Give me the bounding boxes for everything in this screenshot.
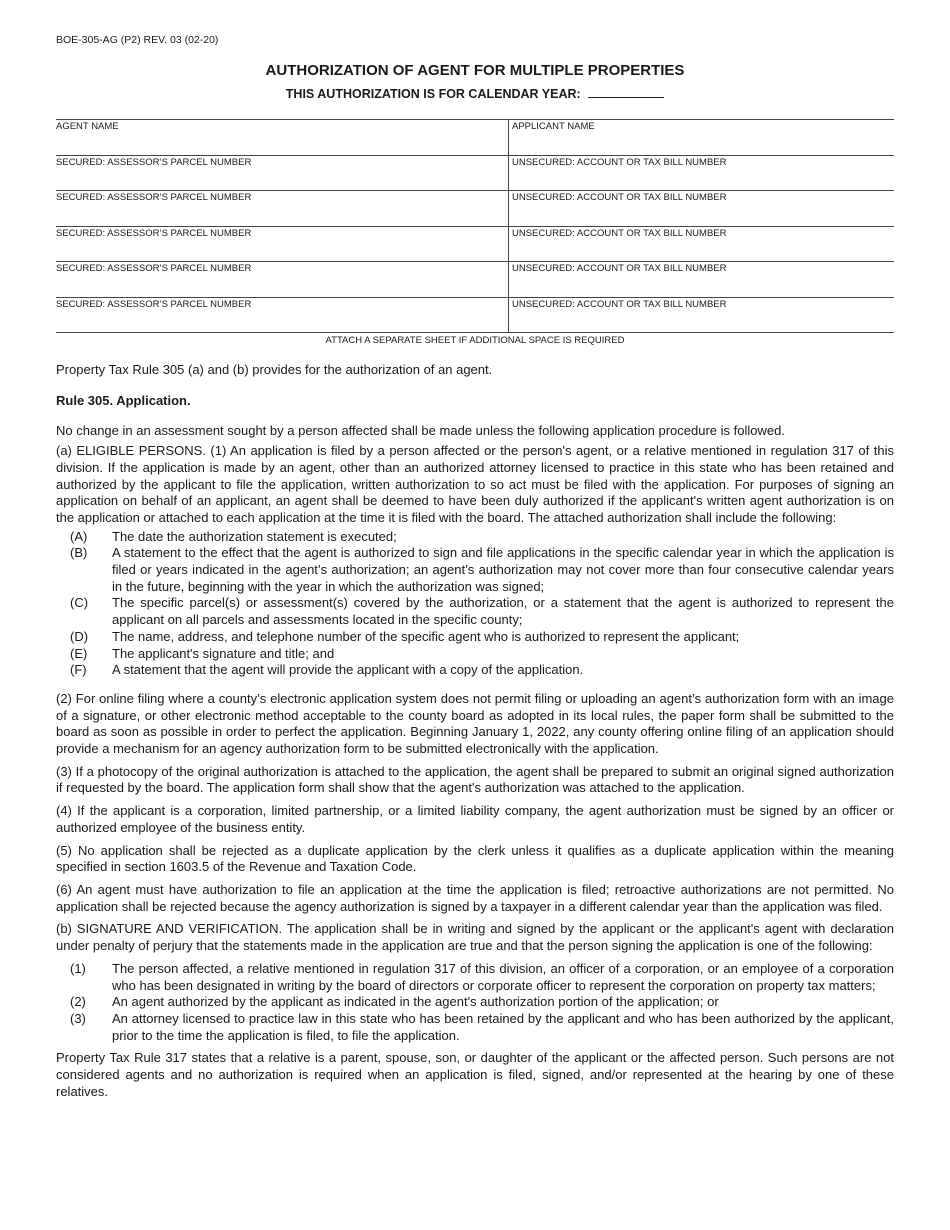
- paragraph-a: (a) ELIGIBLE PERSONS. (1) An application is filed by a person affected or the person's agent, or a relative mentioned in regulation 317 of this division. If the application is made by an agent, other than an authorized attorney licensed to practice in this state who has been retained and authorized by the applicant to file the application, written authorization to so act must be filed with the application. For purposes of signing an application on behalf of an applicant, an agent shall be deemed to have been duly authorized if the applicant's written agent authorization is on the application or attached to each application at the time it is filed with the board. The attached authorization shall include the following:: [56, 443, 894, 525]
- attach-note: ATTACH A SEPARATE SHEET IF ADDITIONAL SPACE IS REQUIRED: [325, 335, 625, 346]
- paragraph-2: (2) For online filing where a county’s electronic application system does not permit filing or uploading an agent’s authorization form with an image of a signature, or other electronic method acceptable to the county board as adopted in its local rules, the paper form shall be submitted to the board as soon as possible in order to perfect the application. Beginning January 1, 2022, any county offering online filing of an application should provide a mechanism for an agency authorization form to be submitted electronically with the application.: [56, 690, 894, 757]
- agent-name-field[interactable]: AGENT NAME: [56, 121, 119, 132]
- applicant-name-field[interactable]: APPLICANT NAME: [508, 120, 894, 155]
- grid-row: [56, 226, 894, 262]
- unsecured-account-field[interactable]: UNSECURED: ACCOUNT OR TAX BILL NUMBER: [508, 262, 894, 297]
- secured-parcel-field[interactable]: SECURED: ASSESSOR’S PARCEL NUMBER: [56, 156, 252, 168]
- calendar-year-label: THIS AUTHORIZATION IS FOR CALENDAR YEAR:: [285, 87, 581, 101]
- list-item: (F) A statement that the agent will provide the applicant with a copy of the application.: [70, 662, 584, 678]
- list-item: (D) The name, address, and telephone number of the specific agent who is authorized to represent the applicant;: [70, 628, 740, 644]
- intro-paragraph: Property Tax Rule 305 (a) and (b) provides for the authorization of an agent.: [56, 362, 493, 377]
- secured-parcel-field[interactable]: SECURED: ASSESSOR’S PARCEL NUMBER: [56, 298, 252, 310]
- grid-row: [56, 297, 894, 334]
- list-a: [56, 529, 894, 679]
- rule-lead: No change in an assessment sought by a person affected shall be made unless the following application procedure is followed.: [56, 423, 785, 439]
- authorization-grid: [56, 119, 894, 333]
- list-item: (B) A statement to the effect that the agent is authorized to sign and file applications in the specific calendar year in which the application is filed or years indicated in the agent’s authorization; an agent’s authorization may not cover more than four consecutive calendar years in the future, beginning with the year in which the authorization was signed;: [70, 545, 894, 594]
- list-item: (3) An attorney licensed to practice law in this state who has been retained by the applicant and who has been authorized by the applicant, prior to the time the application is filed, to file the application.: [70, 1010, 894, 1043]
- unsecured-account-field[interactable]: UNSECURED: ACCOUNT OR TAX BILL NUMBER: [508, 156, 894, 191]
- list-b: [56, 961, 894, 1045]
- list-item: (C) The specific parcel(s) or assessment(s) covered by the authorization, or a statement that the agent is authorized to represent the applicant on all parcels and assessments located in the specific county;: [70, 595, 894, 628]
- form-number: BOE-305-AG (P2) REV. 03 (02-20): [56, 34, 219, 46]
- unsecured-account-field[interactable]: UNSECURED: ACCOUNT OR TAX BILL NUMBER: [508, 298, 894, 333]
- calendar-year-field[interactable]: [588, 87, 664, 98]
- unsecured-account-field[interactable]: UNSECURED: ACCOUNT OR TAX BILL NUMBER: [508, 227, 894, 262]
- grid-header-row: [56, 119, 894, 155]
- paragraph-6: (6) An agent must have authorization to file an application at the time the application is filed; retroactive authorizations are not permitted. No application shall be rejected because the agency authorization is signed by a taxpayer in a different calendar year than the application was filed.: [56, 881, 894, 914]
- calendar-year-line: [0, 87, 950, 101]
- grid-row: [56, 190, 894, 226]
- list-item: (A) The date the authorization statement is executed;: [70, 528, 397, 544]
- paragraph-rule-317: Property Tax Rule 317 states that a relative is a parent, spouse, son, or daughter of the applicant or the affected person. Such persons are not considered agents and no authorization is required when an application is filed, signed, and/or represented at the hearing by one of these relatives.: [56, 1050, 894, 1099]
- unsecured-account-field[interactable]: UNSECURED: ACCOUNT OR TAX BILL NUMBER: [508, 191, 894, 226]
- form-title: AUTHORIZATION OF AGENT FOR MULTIPLE PROPERTIES: [265, 62, 685, 79]
- grid-row: [56, 155, 894, 191]
- paragraph-3: (3) If a photocopy of the original authorization is attached to the application, the agent shall be prepared to submit an original signed authorization if requested by the board. The application form shall show that the agent's authorization was attached to the application.: [56, 763, 894, 796]
- paragraph-b: (b) SIGNATURE AND VERIFICATION. The application shall be in writing and signed by the applicant or the applicant's agent with declaration under penalty of perjury that the statements made in the application are true and that the person signing the application is one of the following:: [56, 921, 894, 954]
- paragraph-4: (4) If the applicant is a corporation, limited partnership, or a limited liability company, the agent authorization must be signed by an officer or authorized employee of the business entity.: [56, 803, 894, 835]
- list-item: (1) The person affected, a relative mentioned in regulation 317 of this division, an officer of a corporation, or an employee of a corporation who has been designated in writing by the board of directors or corporate officer to represent the corporation on property tax matters;: [70, 960, 894, 993]
- list-item: (2) An agent authorized by the applicant as indicated in the agent's authorization portion of the application; or: [70, 994, 719, 1010]
- secured-parcel-field[interactable]: SECURED: ASSESSOR’S PARCEL NUMBER: [56, 227, 252, 239]
- list-item: (E) The applicant's signature and title; and: [70, 645, 335, 661]
- paragraph-5: (5) No application shall be rejected as a duplicate application by the clerk unless it qualifies as a duplicate application within the meaning specified in section 1603.5 of the Revenue and Taxation Code.: [56, 842, 894, 875]
- grid-row: [56, 261, 894, 297]
- rule-text: [56, 362, 894, 1100]
- rule-heading: Rule 305. Application.: [56, 392, 191, 408]
- secured-parcel-field[interactable]: SECURED: ASSESSOR’S PARCEL NUMBER: [56, 263, 252, 274]
- secured-parcel-field[interactable]: SECURED: ASSESSOR’S PARCEL NUMBER: [56, 192, 252, 203]
